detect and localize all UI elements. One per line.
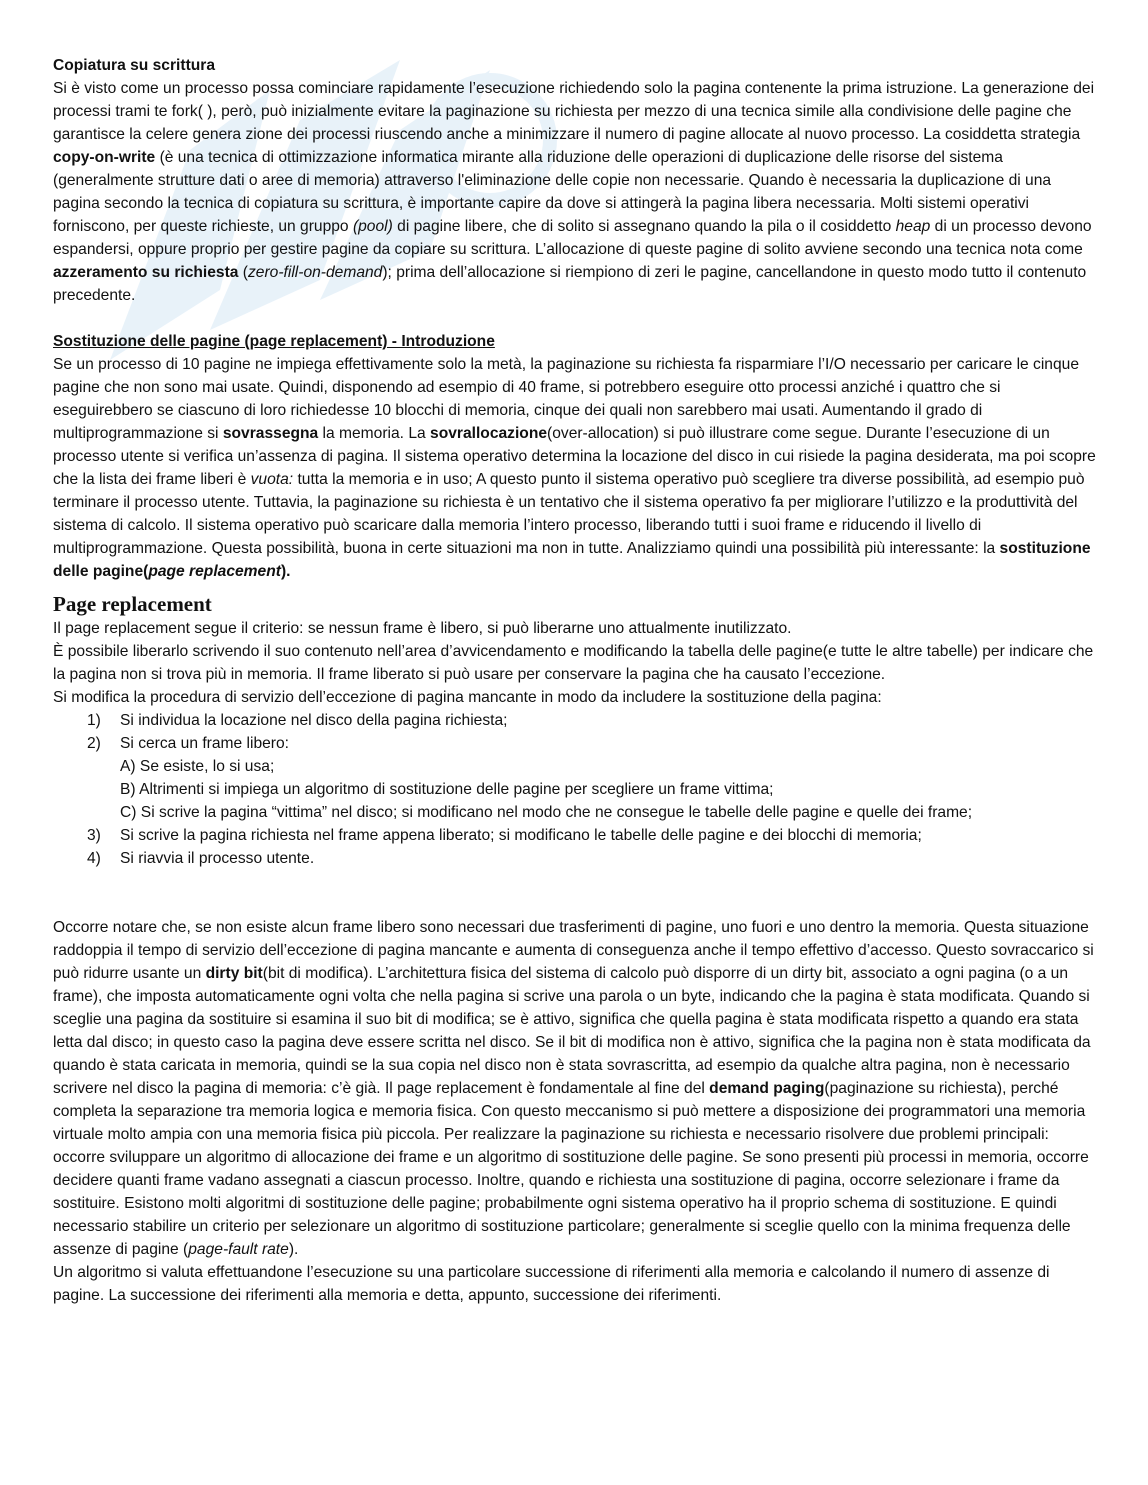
replacement-steps-list [53,709,1098,870]
sub-list-item: B) Altrimenti si impiega un algoritmo di sostituzione delle pagine per scegliere un frame vittima; [120,781,774,798]
sub-list-item: A) Se esiste, lo si usa; [120,758,275,775]
list-item: 3) Si scrive la pagina richiesta nel frame appena liberato; si modificano le tabelle delle pagine e dei blocchi di memoria; [87,827,922,844]
list-item: 4) Si riavvia il processo utente. [87,850,315,867]
section-title-page-replacement-intro: Sostituzione delle pagine (page replacement) - Introduzione [53,333,495,350]
heading-page-replacement: Page replacement [53,592,212,616]
section-title-copy-on-write: Copiatura su scrittura [53,57,216,74]
paragraph-replacement-line-1: Il page replacement segue il criterio: se nessun frame è libero, si può liberarne uno attualmente inutilizzato. [53,620,792,637]
paragraph-algorithm-evaluation: Un algoritmo si valuta effettuandone l’esecuzione su una particolare successione di riferimenti alla memoria e calcolando il numero di assenze di pagine. La successione dei riferimenti alla memoria e detta, appunto, successione dei riferimenti. [53,1264,1050,1304]
document-page [53,54,1098,1307]
paragraph-page-replacement-intro: Se un processo di 10 pagine ne impiega effettivamente solo la metà, la paginazione su richiesta fa risparmiare l’I/O necessario per caricare le cinque pagine che non sono mai usate. Quindi, disponendo ad esempio di 40 frame, si potrebbero eseguire otto processi anziché i quattro che si eseguirebbero se ciascuno di loro richiedesse 10 blocchi di memoria, cinque dei quali non sarebbero mai usati. Aumentando il grado di multiprogrammazione si sovrassegna la memoria. La sovrallocazione(over-allocation) si può illustrare come segue. Durante l’esecuzione di un processo utente si verifica un’assenza di pagina. Il sistema operativo determina la locazione del disco in cui risiede la pagina desiderata, ma poi scopre che la lista dei frame liberi è vuota: tutta la memoria e in uso; A questo punto il sistema operativo può scegliere tra diverse possibilità, ad esempio può terminare il processo utente. Tuttavia, la paginazione su richiesta è un tentativo che il sistema operativo fa per migliorare l’utilizzo e la produttività del sistema di calcolo. Il sistema operativo può scaricare dalla memoria l’intero processo, liberando tutti i suoi frame e riducendo il livello di multiprogrammazione. Questa possibilità, buona in certe situazioni ma non in tutte. Analizziamo quindi una possibilità più interessante: la sostituzione delle pagine(page replacement). [53,356,1096,580]
list-item: 2) Si cerca un frame libero: [87,735,290,752]
paragraph-replacement-line-2: È possibile liberarlo scrivendo il suo contenuto nell’area d’avvicendamento e modificando la tabella delle pagine(e tutte le altre tabelle) per indicare che la pagina non si trova più in memoria. Il frame liberato si può usare per conservare la pagina che ha causato l’eccezione. [53,643,1094,683]
paragraph-dirty-bit: Occorre notare che, se non esiste alcun frame libero sono necessari due trasferimenti di pagine, uno fuori e uno dentro la memoria. Questa situazione raddoppia il tempo di servizio dell’eccezione di pagina mancante e aumenta di conseguenza anche il tempo effettivo d’accesso. Questo sovraccarico si può ridurre usante un dirty bit(bit di modifica). L’architettura fisica del sistema di calcolo può disporre di un dirty bit, associato a ogni pagina (o a un frame), che imposta automaticamente ogni volta che nella pagina si scrive una parola o un byte, indicando che la pagina è stata modificata. Quando si sceglie una pagina da sostituire si esamina il suo bit di modifica; se è attivo, significa che quella pagina è stata modificata rispetto a quando era stata letta dal disco; in questo caso la pagina deve essere scritta nel disco. Se il bit di modifica non è attivo, significa che la pagina non è stata modificata da quando è stata caricata in memoria, quindi se la sua copia nel disco non è stata sovrascritta, ad esempio da qualche altra pagina, non è necessario scrivere nel disco la pagina di memoria: c’è già. Il page replacement è fondamentale al fine del demand paging(paginazione su richiesta), perché completa la separazione tra memoria logica e memoria fisica. Con questo meccanismo si può mettere a disposizione dei programmatori una memoria virtuale molto ampia con una memoria fisica più piccola. Per realizzare la paginazione su richiesta e necessario risolvere due problemi principali: occorre sviluppare un algoritmo di allocazione dei frame e un algoritmo di sostituzione delle pagine. Se sono presenti più processi in memoria, occorre decidere quanti frame vadano assegnati a ciascun processo. Inoltre, quando e richiesta una sostituzione di pagina, occorre selezionare i frame da sostituire. Esistono molti algoritmi di sostituzione delle pagine; probabilmente ogni sistema operativo ha il proprio schema di sostituzione. E quindi necessario stabilire un criterio per selezionare un algoritmo di sostituzione particolare; generalmente si sceglie quello con la minima frequenza delle assenze di pagine (page-fault rate). [53,919,1094,1258]
list-item: 1) Si individua la locazione nel disco della pagina richiesta; [87,712,508,729]
paragraph-copy-on-write: Si è visto come un processo possa cominciare rapidamente l’esecuzione richiedendo solo la pagina contenente la prima istruzione. La generazione dei processi trami te fork( ), però, può inizialmente evitare la paginazione su richiesta per mezzo di una tecnica simile alla condivisione delle pagine che garantisce la celere genera zione dei processi riuscendo anche a minimizzare il numero di pagine allocate al nuovo processo. La cosiddetta strategia copy-on-write (è una tecnica di ottimizzazione informatica mirante alla riduzione delle operazioni di duplicazione delle risorse del sistema (generalmente strutture dati o aree di memoria) attraverso l'eliminazione delle copie non necessarie. Quando è necessaria la duplicazione di una pagina secondo la tecnica di copiatura su scrittura, è importante capire da dove si attingerà la pagina libera necessaria. Molti sistemi operativi forniscono, per queste richieste, un gruppo (pool) di pagine libere, che di solito si assegnano quando la pila o il cosiddetto heap di un processo devono espandersi, oppure proprio per gestire pagine da copiare su scrittura. L’allocazione di queste pagine di solito avviene secondo una tecnica nota come azzeramento su richiesta (zero-fill-on-demand); prima dell’allocazione si riempiono di zeri le pagine, cancellandone in questo modo tutto il contenuto precedente. [53,80,1095,304]
paragraph-replacement-line-3: Si modifica la procedura di servizio dell’eccezione di pagina mancante in modo da includere la sostituzione della pagina: [53,689,882,706]
sub-list-item: C) Si scrive la pagina “vittima” nel disco; si modificano nel modo che ne consegue le tabelle delle pagine e quelle dei frame; [120,804,973,821]
